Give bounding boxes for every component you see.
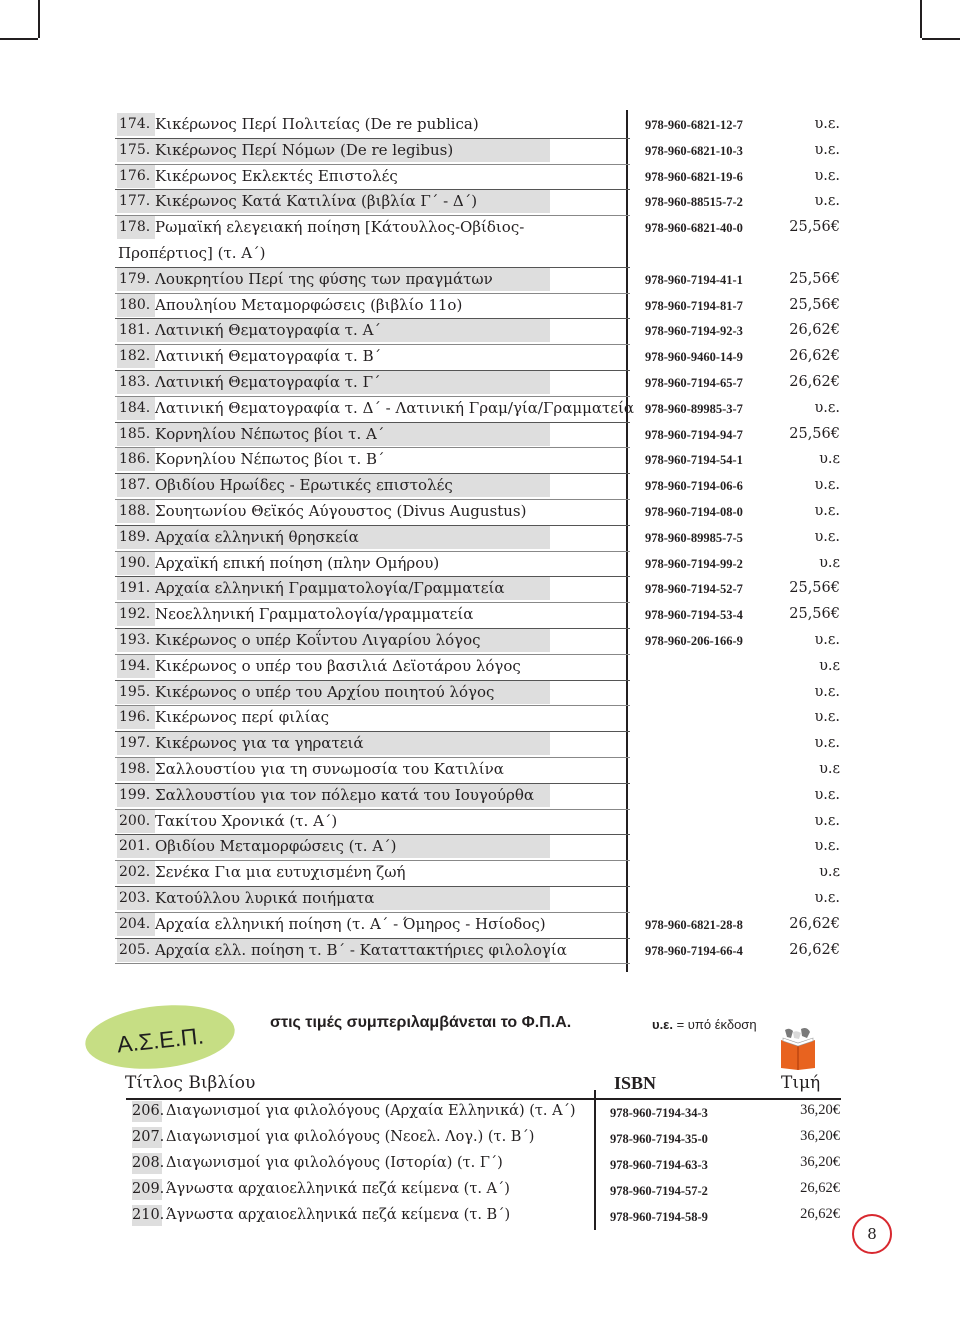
crop-mark-top-left xyxy=(38,0,40,38)
price: 36,20€ xyxy=(800,1102,840,1118)
entry-number: 176. xyxy=(117,165,155,188)
crop-mark-top-right-h xyxy=(922,38,960,40)
entry-number: 185. xyxy=(117,423,155,446)
book-title: Τακίτου Χρονικά (τ. Α΄) xyxy=(155,811,338,830)
isbn: 978-960-7194-41-1 xyxy=(645,272,743,287)
isbn: 978-960-7194-92-3 xyxy=(645,324,743,339)
entry-number: 197. xyxy=(117,732,155,755)
catalog-row xyxy=(115,216,845,268)
catalog-row xyxy=(115,448,845,474)
book-title: Κατούλλου λυρικά ποιήματα xyxy=(155,887,550,910)
entry-number: 181. xyxy=(117,319,155,342)
catalog-row xyxy=(115,113,845,139)
book-title: Άγνωστα αρχαιοελληνικά πεζά κείμενα (τ. Β΄) xyxy=(166,1207,511,1223)
isbn: 978-960-7194-94-7 xyxy=(645,427,743,442)
price: 25,56€ xyxy=(789,580,840,597)
aseep-row xyxy=(126,1153,846,1179)
isbn: 978-960-206-166-9 xyxy=(645,633,743,648)
book-title: Αρχαία ελλ. ποίηση τ. Β΄ - Καταττακτήριες φιλολογία xyxy=(155,939,550,962)
book-title: Διαγωνισμοί για φιλολόγους (Ιστορία) (τ. Γ΄) xyxy=(166,1155,503,1171)
isbn: 978-960-6821-12-7 xyxy=(645,118,743,132)
aseep-row xyxy=(126,1101,846,1127)
book-title: Κικέρωνος Κατά Κατιλίνα (βιβλία Γ΄ - Δ΄) xyxy=(155,190,550,213)
book-title: Κικέρωνος ο υπέρ του βασιλιά Δεϊοτάρου λόγος xyxy=(155,656,521,675)
price: υ.ε. xyxy=(814,167,840,184)
entry-number: 178. xyxy=(117,216,155,239)
catalog-row xyxy=(115,887,845,913)
price: 26,62€ xyxy=(789,322,840,339)
vat-note: στις τιμές συμπεριλαμβάνεται το Φ.Π.Α. xyxy=(270,1014,572,1031)
price: 36,20€ xyxy=(800,1154,840,1170)
book-title: Λατινική Θεματογραφία τ. Α΄ xyxy=(155,319,550,342)
aseep-row xyxy=(126,1179,846,1205)
entry-number: 209. xyxy=(132,1179,162,1200)
book-title: Σαλλουστίου για τη συνωμοσία του Κατιλίνα xyxy=(155,759,504,778)
isbn: 978-960-7194-06-6 xyxy=(645,479,743,494)
book-title: Απουληίου Μεταμορφώσεις (βιβλίο 11ο) xyxy=(155,295,463,314)
isbn: 978-960-6821-19-6 xyxy=(645,169,743,184)
page-number: 8 xyxy=(852,1214,892,1254)
catalog-row xyxy=(115,294,845,320)
entry-number: 205. xyxy=(117,939,155,962)
entry-number: 188. xyxy=(117,500,155,523)
catalog-row xyxy=(115,913,845,939)
price: υ.ε xyxy=(819,760,840,777)
entry-number: 195. xyxy=(117,681,155,704)
book-title: Κικέρωνος για τα γηρατειά xyxy=(155,732,550,755)
isbn: 978-960-7194-08-0 xyxy=(645,504,743,519)
entry-number: 200. xyxy=(117,810,155,833)
price: 36,20€ xyxy=(800,1128,840,1144)
header-rule xyxy=(126,1098,841,1100)
aseep-row xyxy=(126,1127,846,1153)
book-title: Άγνωστα αρχαιοελληνικά πεζά κείμενα (τ. Α΄) xyxy=(166,1181,510,1197)
book-title: Λατινική Θεματογραφία τ. Δ΄ - Λατινική Γραμ/γία/Γραμματεία xyxy=(155,398,635,417)
column-header-title: Τίτλος Βιβλίου xyxy=(125,1073,256,1093)
isbn: 978-960-7194-63-3 xyxy=(610,1158,708,1172)
entry-number: 191. xyxy=(117,577,155,600)
book-title: Ρωμαϊκή ελεγειακή ποίηση [Κάτουλλος-Οβίδιος- xyxy=(155,218,525,237)
entry-number: 189. xyxy=(117,526,155,549)
catalog-row xyxy=(115,577,845,603)
catalog-row xyxy=(115,423,845,449)
price: υ.ε. xyxy=(814,786,840,803)
entry-number: 186. xyxy=(117,448,155,471)
catalog-row xyxy=(115,345,845,371)
legend xyxy=(652,1017,757,1032)
row-rule xyxy=(115,963,630,964)
book-title: Κορνηλίου Νέπωτος βίοι τ. Β΄ xyxy=(155,450,385,469)
book-title: Κικέρωνος Εκλεκτές Επιστολές xyxy=(155,166,398,185)
entry-number: 202. xyxy=(117,861,155,884)
entry-number: 183. xyxy=(117,371,155,394)
isbn: 978-960-7194-81-7 xyxy=(645,298,743,313)
crop-mark-top-right xyxy=(920,0,922,38)
entry-number: 184. xyxy=(117,397,155,420)
entry-number: 198. xyxy=(117,758,155,781)
catalog-row xyxy=(115,474,845,500)
catalog-row xyxy=(115,681,845,707)
book-title: Σενέκα Για μια ευτυχισμένη ζωή xyxy=(155,863,406,882)
price: 25,56€ xyxy=(789,606,840,623)
book-icon xyxy=(777,1026,819,1070)
entry-number: 180. xyxy=(117,294,155,317)
entry-number: 203. xyxy=(117,887,155,910)
entry-number: 174. xyxy=(117,113,155,136)
book-title: Λατινική Θεματογραφία τ. Β΄ xyxy=(155,347,382,366)
price: υ.ε. xyxy=(814,141,840,158)
price: υ.ε. xyxy=(814,683,840,700)
catalog-row xyxy=(115,190,845,216)
isbn: 978-960-7194-99-2 xyxy=(645,556,743,571)
price: υ.ε. xyxy=(814,838,840,855)
isbn: 978-960-7194-54-1 xyxy=(645,453,743,468)
entry-number: 194. xyxy=(117,655,155,678)
catalog-row xyxy=(115,397,845,423)
book-title: Οβιδίου Μεταμορφώσεις (τ. Α΄) xyxy=(155,835,550,858)
price: υ.ε. xyxy=(814,116,840,132)
isbn: 978-960-9460-14-9 xyxy=(645,350,743,365)
entry-number: 207. xyxy=(132,1127,162,1148)
catalog-row xyxy=(115,139,845,165)
book-title: Κορνηλίου Νέπωτος βίοι τ. Α΄ xyxy=(155,423,550,446)
isbn: 978-960-89985-3-7 xyxy=(645,401,743,416)
column-header-isbn: ISBN xyxy=(614,1073,657,1093)
catalog-row xyxy=(115,603,845,629)
book-title: Διαγωνισμοί για φιλολόγους (Νεοελ. Λογ.) (τ. Β΄) xyxy=(166,1129,535,1145)
entry-number: 190. xyxy=(117,552,155,575)
catalog-row xyxy=(115,655,845,681)
entry-number: 208. xyxy=(132,1153,162,1174)
price: υ.ε. xyxy=(814,735,840,752)
catalog-row xyxy=(115,732,845,758)
isbn: 978-960-89985-7-5 xyxy=(645,530,743,545)
price: υ.ε. xyxy=(814,193,840,210)
price: 25,56€ xyxy=(789,425,840,442)
price: 26,62€ xyxy=(789,941,840,958)
isbn: 978-960-7194-52-7 xyxy=(645,582,743,597)
legend-abbr: υ.ε. xyxy=(652,1017,673,1032)
price: υ.ε. xyxy=(814,709,840,726)
entry-number: 199. xyxy=(117,784,155,807)
column-header-price: Τιμή xyxy=(781,1073,821,1093)
price: υ.ε xyxy=(819,451,840,468)
catalog-row xyxy=(115,371,845,397)
entry-number: 192. xyxy=(117,603,155,626)
aseep-badge: Α.Σ.Ε.Π. xyxy=(82,998,238,1075)
catalog-row xyxy=(115,526,845,552)
price: υ.ε. xyxy=(814,631,840,648)
isbn: 978-960-6821-10-3 xyxy=(645,143,743,158)
isbn: 978-960-88515-7-2 xyxy=(645,195,743,210)
book-title: Αρχαϊκή επική ποίηση (πλην Ομήρου) xyxy=(155,553,440,572)
isbn: 978-960-7194-65-7 xyxy=(645,375,743,390)
catalog-list xyxy=(115,113,845,964)
entry-number: 182. xyxy=(117,345,155,368)
catalog-row xyxy=(115,629,845,655)
price: 26,62€ xyxy=(789,348,840,365)
catalog-row xyxy=(115,552,845,578)
price: 25,56€ xyxy=(789,296,840,313)
price: υ.ε. xyxy=(814,399,840,416)
aseep-row xyxy=(126,1205,846,1231)
entry-number: 206. xyxy=(132,1101,162,1122)
catalog-row xyxy=(115,500,845,526)
catalog-row xyxy=(115,784,845,810)
book-title: Αρχαία ελληνική ποίηση (τ. Α΄ - Όμηρος - Ησίοδος) xyxy=(155,914,546,933)
book-title: Νεοελληνική Γραμματολογία/γραμματεία xyxy=(155,605,474,624)
entry-number: 177. xyxy=(117,190,155,213)
legend-text: = υπό έκδοση xyxy=(672,1017,757,1032)
entry-number: 175. xyxy=(117,139,155,162)
book-title: Κικέρωνος Περί Πολιτείας (De re publica) xyxy=(155,115,479,133)
isbn: 978-960-6821-28-8 xyxy=(645,917,743,932)
book-title-continued: Προπέρτιος] (τ. Α΄) xyxy=(118,243,266,262)
book-title: Σαλλουστίου για τον πόλεμο κατά του Ιουγούρθα xyxy=(155,784,550,807)
price: υ.ε. xyxy=(814,477,840,494)
entry-number: 204. xyxy=(117,913,155,936)
price: υ.ε. xyxy=(814,812,840,829)
catalog-row xyxy=(115,810,845,836)
price: 26,62€ xyxy=(789,373,840,390)
isbn: 978-960-7194-35-0 xyxy=(610,1132,708,1146)
catalog-row xyxy=(115,268,845,294)
book-title: Οβιδίου Ηρωίδες - Ερωτικές επιστολές xyxy=(155,474,550,497)
entry-number: 210. xyxy=(132,1205,162,1226)
catalog-row xyxy=(115,939,845,965)
book-title: Κικέρωνος ο υπέρ του Αρχίου ποιητού λόγος xyxy=(155,681,550,704)
aseep-list xyxy=(126,1101,846,1231)
entry-number: 193. xyxy=(117,629,155,652)
book-title: Λατινική Θεματογραφία τ. Γ΄ xyxy=(155,371,550,394)
price: υ.ε xyxy=(819,554,840,571)
price: 25,56€ xyxy=(789,219,840,236)
price: 26,62€ xyxy=(789,915,840,932)
catalog-row xyxy=(115,861,845,887)
book-title: Διαγωνισμοί για φιλολόγους (Αρχαία Ελληνικά) (τ. Α΄) xyxy=(166,1103,576,1119)
isbn: 978-960-7194-53-4 xyxy=(645,608,743,623)
entry-number: 196. xyxy=(117,706,155,729)
entry-number: 187. xyxy=(117,474,155,497)
book-title: Κικέρωνος Περί Νόμων (De re legibus) xyxy=(155,139,550,162)
catalog-row xyxy=(115,165,845,191)
price: υ.ε xyxy=(819,657,840,674)
book-title: Λουκρητίου Περί της φύσης των πραγμάτων xyxy=(155,268,550,291)
price: 26,62€ xyxy=(800,1206,840,1222)
catalog-row xyxy=(115,758,845,784)
price: 25,56€ xyxy=(789,270,840,287)
book-title: Αρχαία ελληνική θρησκεία xyxy=(155,526,550,549)
isbn: 978-960-7194-66-4 xyxy=(645,943,743,958)
book-title: Κικέρωνος περί φιλίας xyxy=(155,708,330,727)
price: υ.ε. xyxy=(814,889,840,906)
price: υ.ε. xyxy=(814,528,840,545)
isbn: 978-960-7194-57-2 xyxy=(610,1184,708,1198)
isbn: 978-960-6821-40-0 xyxy=(645,221,743,236)
price: υ.ε. xyxy=(814,502,840,519)
catalog-row xyxy=(115,706,845,732)
catalog-row xyxy=(115,835,845,861)
entry-number: 179. xyxy=(117,268,155,291)
catalog-row xyxy=(115,319,845,345)
book-title: Αρχαία ελληνική Γραμματολογία/Γραμματεία xyxy=(155,577,550,600)
price: 26,62€ xyxy=(800,1180,840,1196)
isbn: 978-960-7194-34-3 xyxy=(610,1106,708,1120)
crop-mark-top-left-h xyxy=(0,38,38,40)
book-title: Κικέρωνος ο υπέρ Κοΐντου Λιγαρίου λόγος xyxy=(155,629,550,652)
entry-number: 201. xyxy=(117,835,155,858)
isbn: 978-960-7194-58-9 xyxy=(610,1210,708,1224)
book-title: Σουητωνίου Θεϊκός Αύγουστος (Divus Augustus) xyxy=(155,501,527,520)
price: υ.ε xyxy=(819,864,840,881)
